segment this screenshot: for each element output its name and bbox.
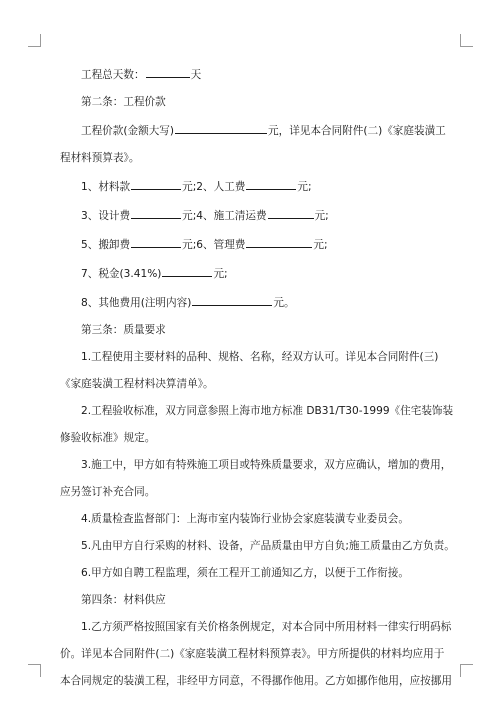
total-days-label: 工程总天数： [81,69,145,81]
fee-label-labor: 元;2、人工费 [182,181,246,193]
quality-clause-4: 4.质量检查监督部门：上海市室内装饰行业协会家庭装潢专业委员会。 [81,513,409,525]
fee-label-materials: 1、材料款 [81,181,131,193]
fee-label-design: 3、设计费 [81,210,131,222]
total-days-unit: 天 [190,69,202,81]
fee-item-8 [60,294,442,311]
fee-end-1: 元; [297,181,312,193]
fee-blank-other [192,294,272,306]
fee-items-3-4 [60,207,442,224]
fee-label-management: 元;6、管理费 [182,239,246,251]
fee-label-moving: 5、搬卸费 [81,239,131,251]
price-suffix: 元，详见本合同附件(二)《家庭装潢工 [268,125,446,137]
fee-label-tax: 7、税金(3.41%) [81,268,162,280]
price-label: 工程价款(金额大写) [81,125,175,137]
crop-mark-top-left [28,34,41,47]
fee-blank-management [246,236,312,248]
fee-items-5-6 [60,236,442,253]
quality-clause-6: 6.甲方如自聘工程监理，须在工程开工前通知乙方，以便于工作衔接。 [81,567,409,579]
material-clause-1-line-3: 本合同规定的装潢工程，非经甲方同意，不得挪作他用。乙方如挪作他用，应按挪用 [60,675,452,687]
total-days-line [60,66,442,83]
fee-end-5: 元; [313,239,328,251]
quality-clause-3-continued: 应另签订补充合同。 [60,486,156,498]
total-days-blank [146,66,190,78]
crop-mark-top-right [460,34,473,47]
article-2-title: 第二条：工程价款 [81,96,166,108]
article-3-title: 第三条：质量要求 [81,324,166,336]
fee-blank-materials [131,178,181,190]
quality-clause-2-continued: 修验收标准》规定。 [60,432,156,444]
quality-clause-1-continued: 《家庭装潢工程材料决算清单》。 [60,378,214,390]
quality-clause-2: 2.工程验收标准，双方同意参照上海市地方标准 DB31/T30-1999《住宅装饰装 [81,405,454,417]
fee-items-1-2 [60,178,442,195]
document-body [60,66,455,689]
fee-end-7: 元; [213,268,228,280]
fee-blank-design [131,207,181,219]
fee-blank-cleanup [268,207,314,219]
crop-mark-bottom-left [28,664,41,677]
fee-blank-tax [162,265,212,277]
fee-end-3: 元; [314,210,329,222]
fee-end-8: 元。 [273,297,295,309]
fee-item-7 [60,265,442,282]
article-4-title: 第四条：材料供应 [81,594,166,606]
quality-clause-3: 3.施工中，甲方如有特殊施工项目或特殊质量要求，双方应确认，增加的费用， [81,459,452,471]
price-line [60,122,446,139]
fee-label-cleanup: 元;4、施工清运费 [182,210,267,222]
price-line-continued: 程材料预算表》。 [60,152,140,164]
crop-mark-bottom-right [460,664,473,677]
quality-clause-5: 5.凡由甲方自行采购的材料、设备，产品质量由甲方自负;施工质量由乙方负责。 [81,540,455,552]
quality-clause-1: 1.工程使用主要材料的品种、规格、名称，经双方认可。详见本合同附件(三) [81,351,439,363]
fee-blank-moving [131,236,181,248]
material-clause-1-line-2: 价。详见本合同附件(二)《家庭装潢工程材料预算表》。甲方所提供的材料均应用于 [60,648,445,660]
material-clause-1: 1.乙方须严格按照国家有关价格条例规定，对本合同中所用材料一律实行明码标 [81,621,452,633]
price-blank [175,122,267,134]
fee-blank-labor [246,178,296,190]
fee-label-other: 8、其他费用(注明内容) [81,297,192,309]
